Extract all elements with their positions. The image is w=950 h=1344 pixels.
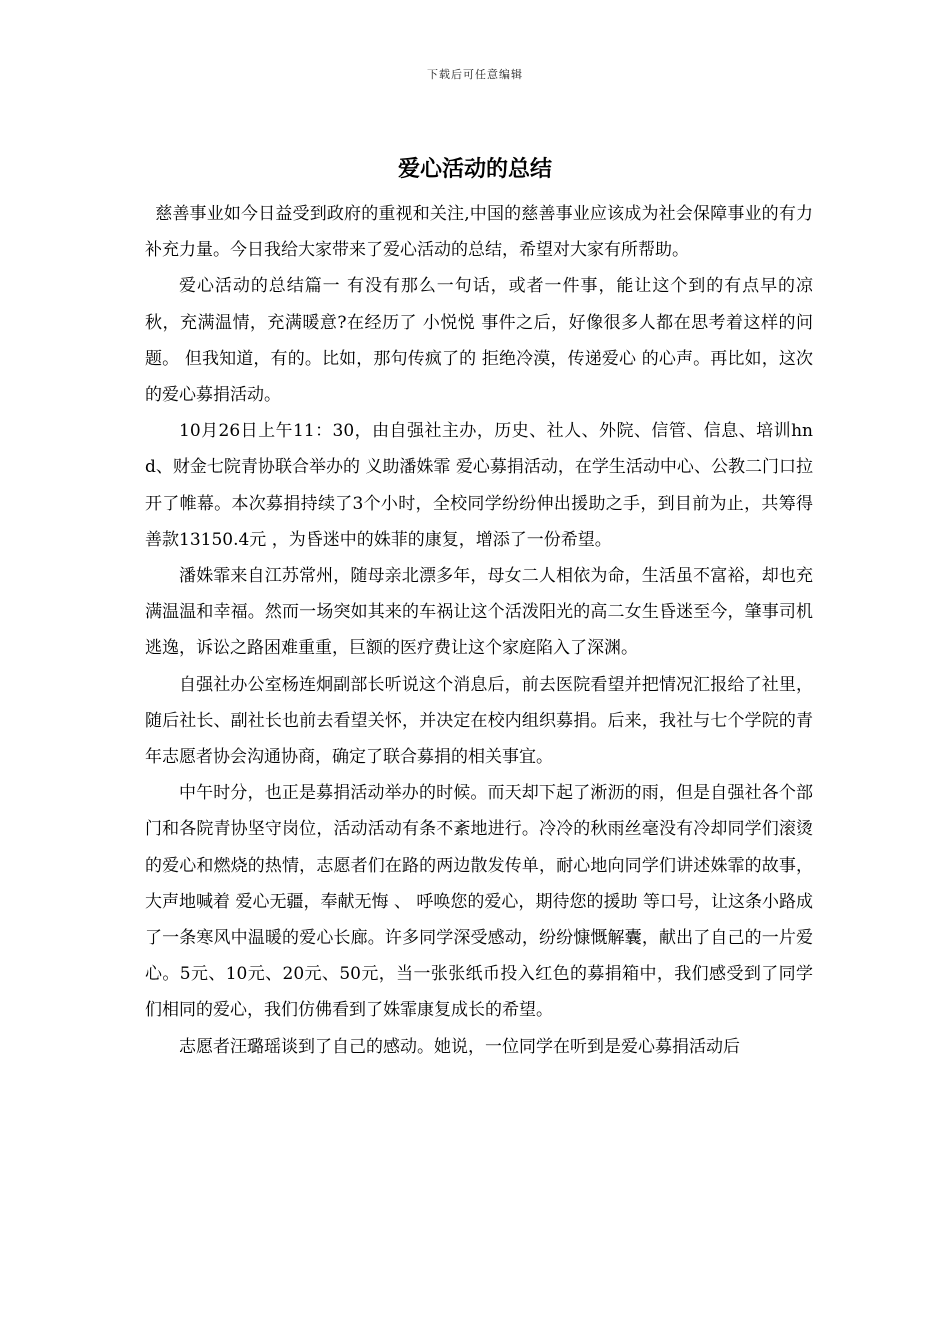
paragraph-activity: 中午时分，也正是募捐活动举办的时候。而天却下起了淅沥的雨，但是自强社各个部门和各院青协坚守岗位，活动活动有条不紊地进行。冷冷的秋雨丝毫没有冷却同学们滚烫的爱心和燃烧的热情，志愿者们在路的两边散发传单，耐心地向同学们讲述姝霏的故事，大声地喊着 爱心无疆，奉献无悔 、 呼唤您的爱心，期待您的援助 等口号，让这条小路成了一条寒风中温暖的爱心长廊。许多同学深受感动，纷纷慷慨解囊，献出了自己的一片爱心。5元、10元、20元、50元，当一张张纸币投入红色的募捐箱中，我们感受到了同学们相同的爱心，我们仿佛看到了姝霏康复成长的希望。 (145, 783, 813, 1021)
document-title: 爱心活动的总结 (397, 157, 552, 182)
paragraph-intro: 慈善事业如今日益受到政府的重视和关注,中国的慈善事业应该成为社会保障事业的有力补充力量。今日我给大家带来了爱心活动的总结，希望对大家有所帮助。 (145, 204, 813, 261)
header-note: 下载后可任意编辑 (427, 68, 523, 81)
paragraph-volunteer: 志愿者汪璐瑶谈到了自己的感动。她说，一位同学在听到是爱心募捐活动后 (179, 1036, 740, 1057)
paragraph-part-one: 爱心活动的总结篇一 有没有那么一句话，或者一件事，能让这个到的有点早的凉秋，充满温情，充满暖意?在经历了 小悦悦 事件之后，好像很多人都在思考着这样的问题。 但我知道，有的。比如，那句传疯了的 拒绝冷漠，传递爱心 的心声。再比如，这次的爱心募捐活动。 (145, 276, 813, 406)
paragraph-event: 10月26日上午11：30，由自强社主办，历史、社人、外院、信管、信息、培训hnd、财金七院青协联合举办的 义助潘姝霏 爱心募捐活动，在学生活动中心、公教二门口拉开了帷幕。本次募捐持续了3个小时，全校同学纷纷伸出援助之手，到目前为止，共筹得善款13150.4元 ，为昏迷中的姝菲的康复，增添了一份希望。 (145, 421, 813, 550)
document-body (145, 196, 813, 1065)
paragraph-background: 潘姝霏来自江苏常州，随母亲北漂多年，母女二人相依为命，生活虽不富裕，却也充满温温和幸福。然而一场突如其来的车祸让这个活泼阳光的高二女生昏迷至今，肇事司机逃逸，诉讼之路困难重重，巨额的医疗费让这个家庭陷入了深渊。 (145, 566, 813, 659)
paragraph-organization: 自强社办公室杨连炯副部长听说这个消息后，前去医院看望并把情况汇报给了社里，随后社长、副社长也前去看望关怀，并决定在校内组织募捐。后来，我社与七个学院的青年志愿者协会沟通协商，确定了联合募捐的相关事宜。 (145, 674, 813, 768)
